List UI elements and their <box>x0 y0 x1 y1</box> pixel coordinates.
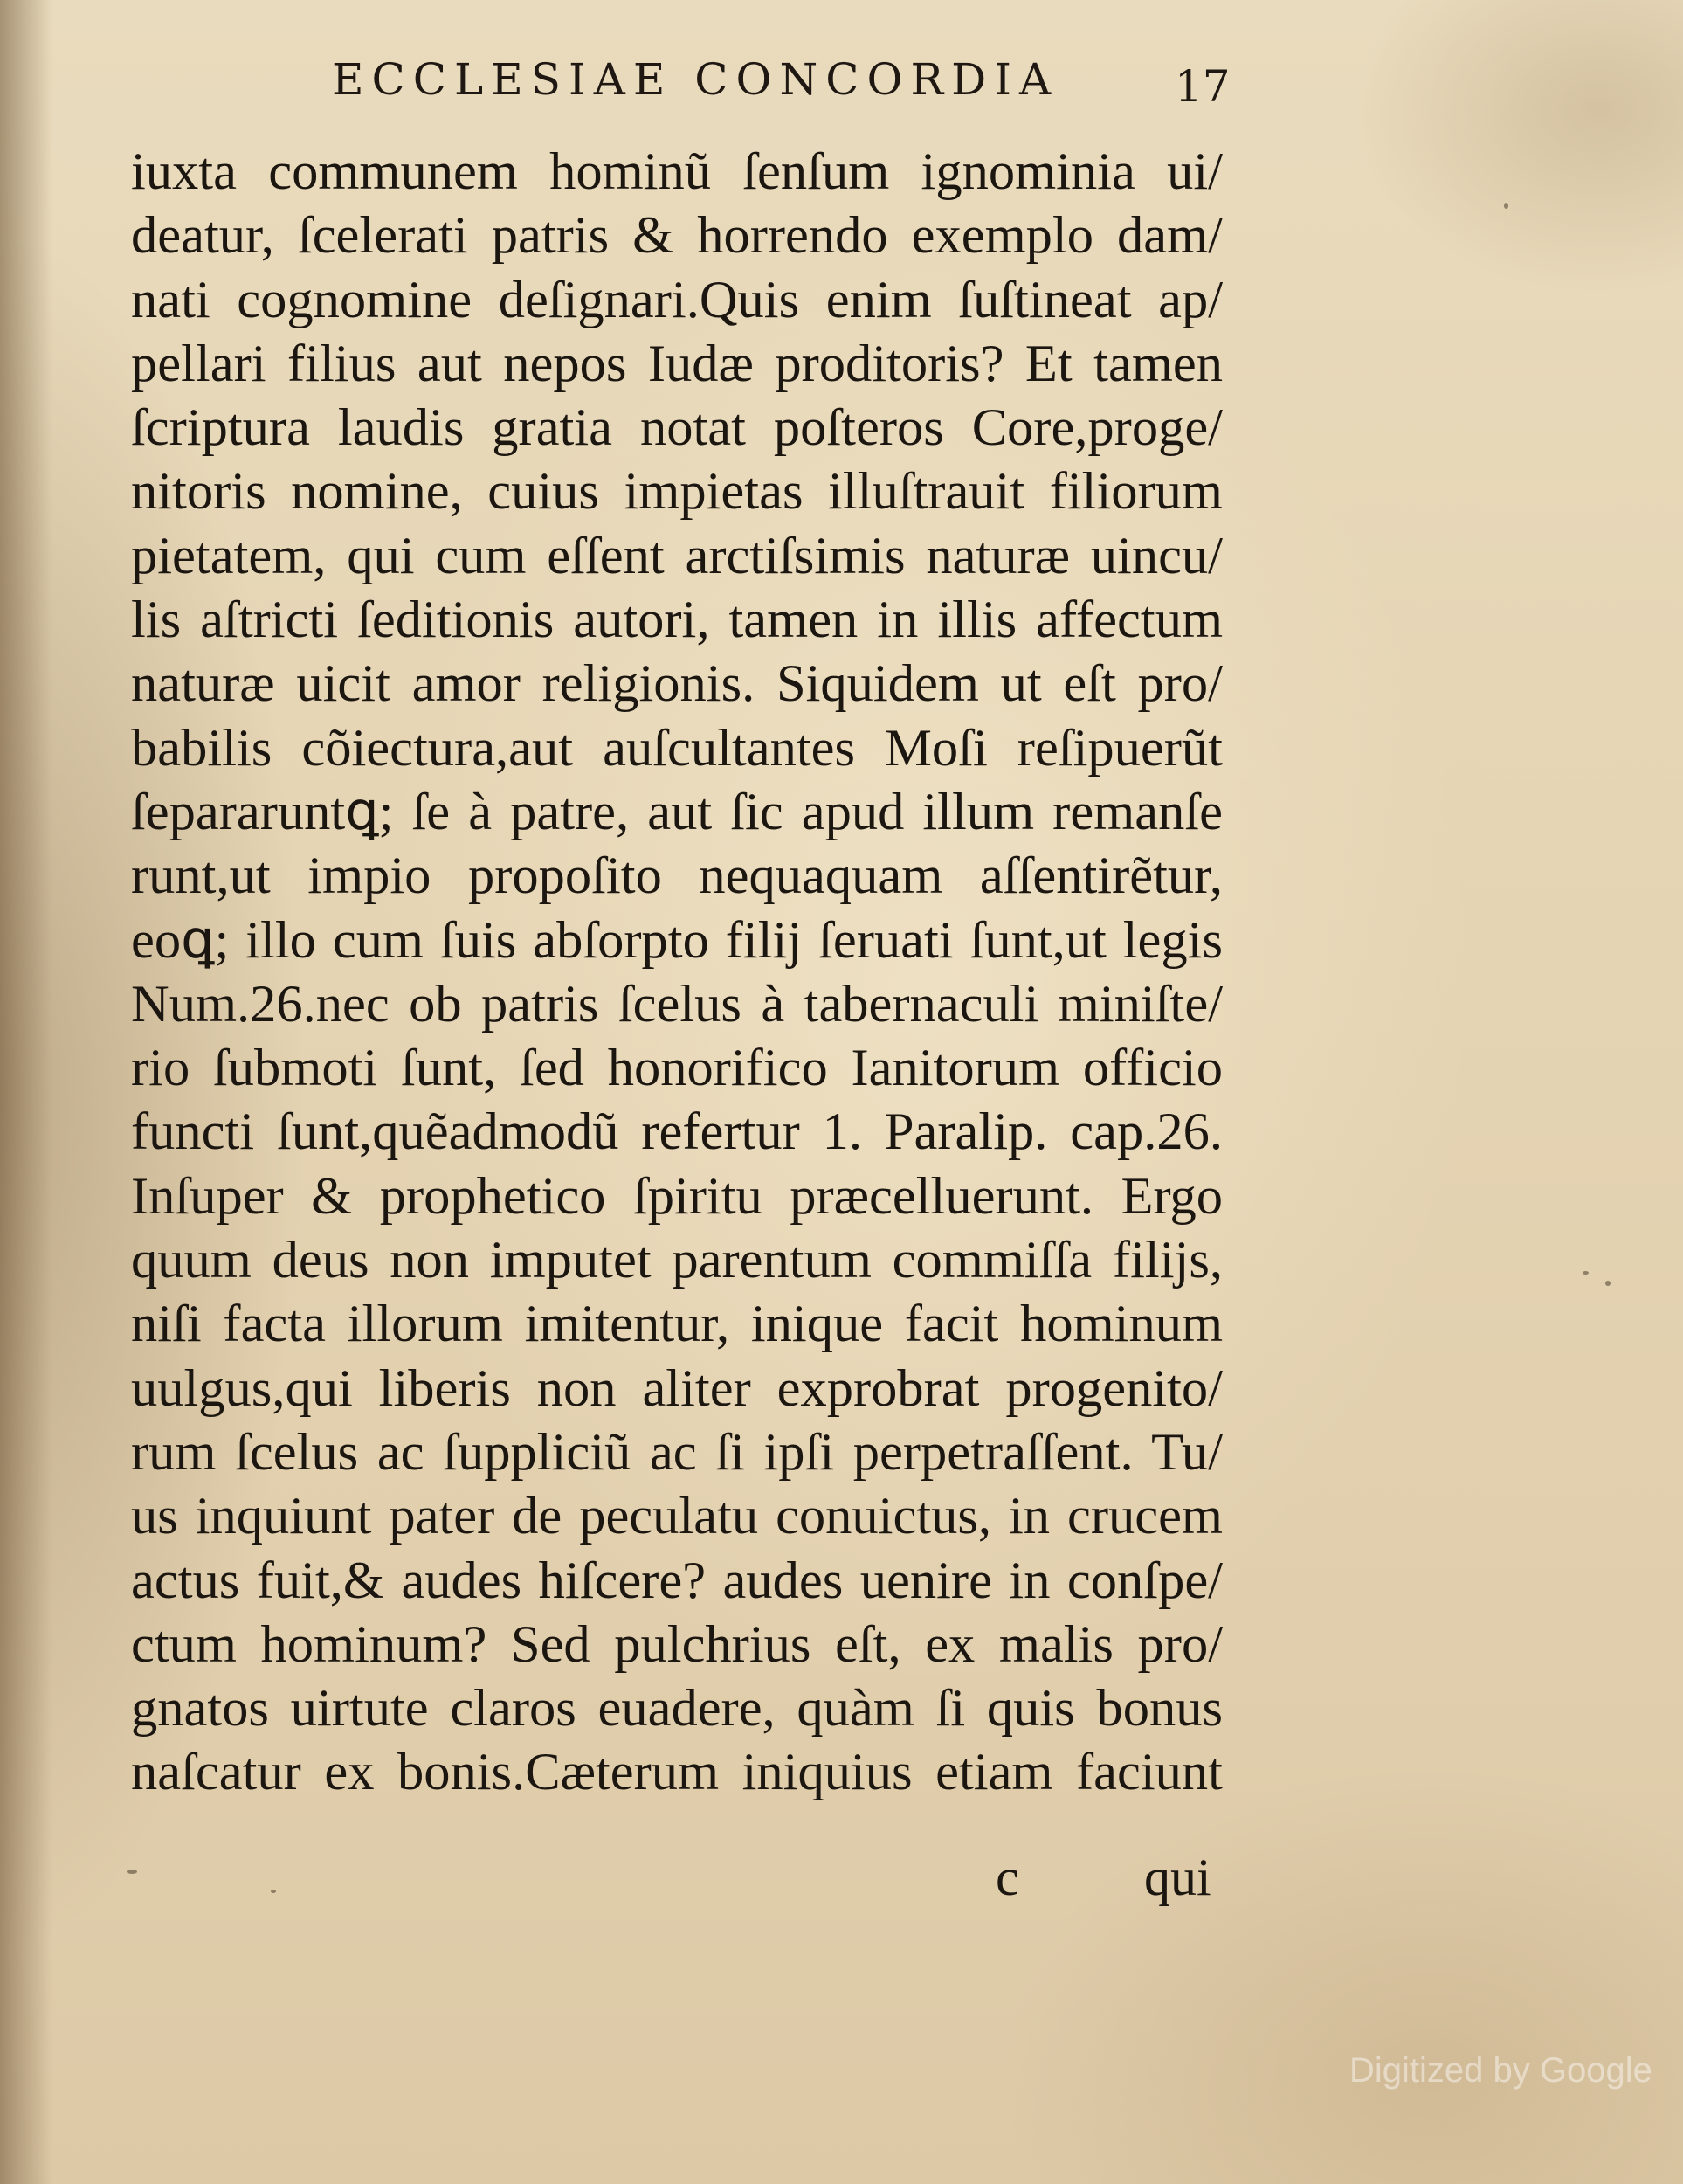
text-line: Inſuper & prophetico ſpiritu præcelluerunt. Ergo <box>131 1166 1223 1226</box>
text-line: gnatos uirtute claros euadere, quàm ſi quis bonus <box>131 1679 1223 1738</box>
text-line: naturæ uicit amor religionis. Siquidem ut eſt pro/ <box>131 654 1223 714</box>
text-line: iuxta communem hominũ ſenſum ignominia ui/ <box>131 142 1223 201</box>
text-line: uulgus,qui liberis non aliter exprobrat progenito/ <box>131 1358 1223 1418</box>
text-line: rio ſubmoti ſunt, ſed honorifico Ianitorum officio <box>131 1039 1223 1098</box>
ink-speck <box>1605 1281 1611 1286</box>
text-line: actus fuit,& audes hiſcere? audes uenire in conſpe/ <box>131 1551 1223 1610</box>
text-line: rum ſcelus ac ſuppliciũ ac ſi ipſi perpetraſſent. Tu/ <box>131 1422 1223 1482</box>
text-line: eoꝗ; illo cum ſuis abſorpto filij ſeruati ſunt,ut legis <box>131 910 1223 970</box>
text-line: deatur, ſcelerati patris & horrendo exemplo dam/ <box>131 206 1223 266</box>
running-head: ECCLESIAE CONCORDIA <box>332 54 1059 105</box>
text-line: nitoris nomine, cuius impietas illuſtrauit filiorum <box>131 462 1223 522</box>
text-line: pellari filius aut nepos Iudæ proditoris? Et tamen <box>131 334 1223 393</box>
text-line: functi ſunt,quẽadmodũ refertur 1. Paralip. cap.26. <box>131 1102 1223 1162</box>
text-line: quum deus non imputet parentum commiſſa filijs, <box>131 1231 1223 1290</box>
text-line: babilis cõiectura,aut auſcultantes Moſi reſipuerũt <box>131 718 1223 778</box>
text-line: lis aſtricti ſeditionis autori, tamen in illis affectum <box>131 591 1223 650</box>
text-line: pietatem, qui cum eſſent arctiſsimis naturæ uincu/ <box>131 526 1223 585</box>
text-line: runt,ut impio propoſito nequaquam aſſentirẽtur, <box>131 847 1223 906</box>
text-line: ctum hominum? Sed pulchrius eſt, ex malis pro/ <box>131 1614 1223 1674</box>
signature-mark: c <box>996 1849 1019 1906</box>
text-line: ſepararuntꝗ; ſe à patre, aut ſic apud illum remanſe <box>131 782 1223 841</box>
text-line: Num.26.nec ob patris ſcelus à tabernaculi miniſte/ <box>131 974 1223 1033</box>
text-line: naſcatur ex bonis.Cæterum iniquius etiam faciunt <box>131 1743 1223 1802</box>
ink-speck <box>1504 203 1508 209</box>
text-line: ſcriptura laudis gratia notat poſteros Core,proge/ <box>131 398 1223 458</box>
page-number: 17 <box>1175 61 1231 112</box>
ink-speck <box>1583 1271 1589 1275</box>
catchword: qui <box>1144 1849 1211 1906</box>
body-text <box>131 140 1223 1805</box>
ink-speck <box>271 1890 276 1893</box>
text-line: nati cognomine deſignari.Quis enim ſuſtineat ap/ <box>131 270 1223 329</box>
digitization-watermark: Digitized by Google <box>1349 2051 1652 2090</box>
ink-speck <box>127 1870 137 1874</box>
page-gutter-shadow <box>0 0 52 2184</box>
text-line: us inquiunt pater de peculatu conuictus, in crucem <box>131 1487 1223 1546</box>
text-line: niſi facta illorum imitentur, inique facit hominum <box>131 1295 1223 1354</box>
